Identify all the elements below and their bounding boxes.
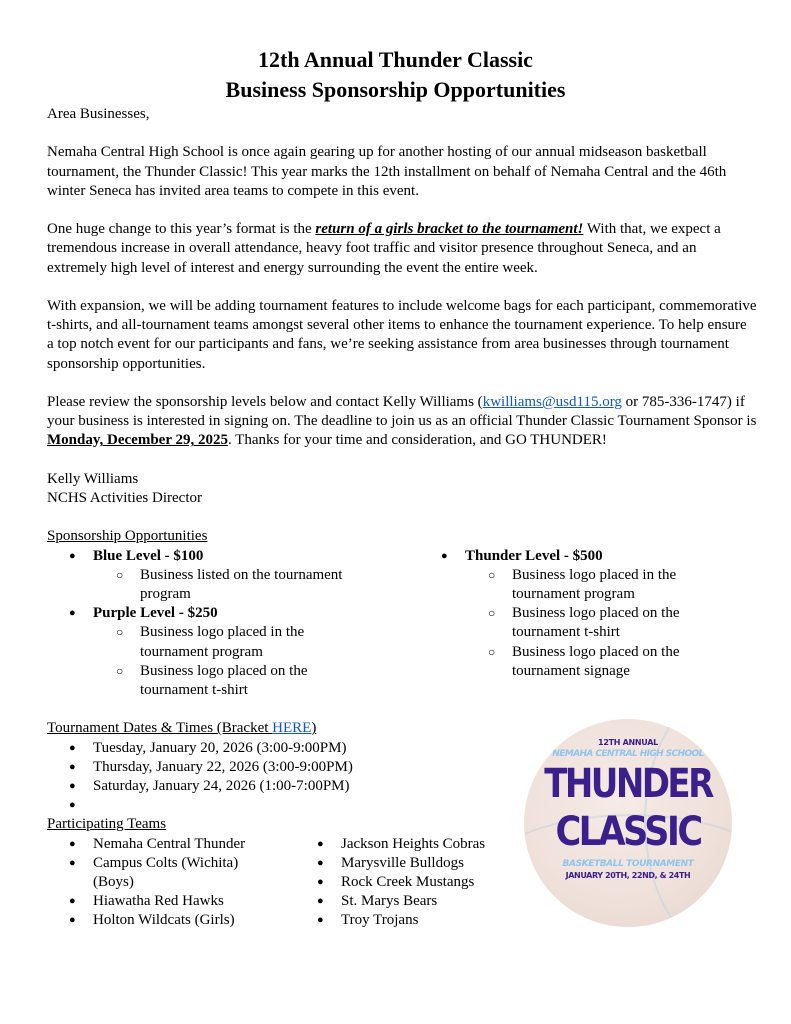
logo-text: 12TH ANNUAL [598, 738, 658, 748]
logo-text: NEMAHA CENTRAL HIGH SCHOOL [552, 749, 704, 760]
teams-list-left [47, 835, 295, 931]
teams-columns [47, 835, 517, 931]
text: Please review the sponsorship levels below and contact Kelly Williams ( [47, 393, 483, 410]
sponsorship-columns [47, 547, 757, 701]
sponsorship-heading: Sponsorship Opportunities [47, 528, 208, 545]
sponsor-benefit: ○ Business logo placed on the tournament t-shirt [47, 662, 330, 700]
team-item: ● Troy Trojans [295, 911, 517, 930]
team-item: ● Rock Creek Mustangs [295, 873, 517, 892]
paragraph-intro: Nemaha Central High School is once again gearing up for another hosting of our annual midseason basketball tournament, the Thunder Classic! This year marks the 12th installment on behalf of Nemaha Central and the 46th winter Seneca has invited area teams to compete in this event. [47, 144, 727, 199]
sponsorship-list-right [419, 547, 749, 681]
teams-heading: Participating Teams [47, 816, 167, 833]
bracket-link[interactable]: HERE [272, 720, 312, 737]
sponsor-benefit: ○ Business logo placed in the tournament program [419, 566, 692, 604]
sponsorship-list-left [47, 547, 419, 701]
logo-title: THUNDER [544, 761, 712, 808]
sponsor-level-blue: ● Blue Level - $100 [47, 547, 419, 566]
logo-text: BASKETBALL TOURNAMENT [562, 859, 694, 870]
logo-title: CLASSIC [555, 809, 701, 856]
sponsor-benefit: ○ Business logo placed on the tournament t-shirt [419, 604, 692, 642]
dates-list [47, 739, 517, 816]
thunder-classic-logo [524, 719, 732, 927]
text: With that, we expect a tremendous increase in overall attendance, heavy foot traffic and visitor presence throughout Seneca, and an extremely high level of interest and energy surrounding the event the entire week. [47, 221, 721, 276]
text: . Thanks for your time and consideration, and GO THUNDER! [227, 432, 607, 449]
emphasis-girls-bracket: return of a girls bracket to the tournament! [315, 221, 584, 238]
sponsor-benefit: ○ Business listed on the tournament program [47, 566, 360, 604]
logo-text: JANUARY 20TH, 22ND, & 24TH [565, 871, 691, 881]
signature-name: Kelly Williams [47, 470, 139, 487]
sponsor-level-thunder: ● Thunder Level - $500 [419, 547, 749, 566]
teams-list-right [295, 835, 517, 931]
text: One huge change to this year’s format is the [47, 221, 316, 238]
team-item: ● Jackson Heights Cobras [295, 835, 517, 854]
lower-section [47, 719, 757, 930]
deadline-date: Monday, December 29, 2025 [47, 432, 228, 449]
date-item: ● Tuesday, January 20, 2026 (3:00-9:00PM) [47, 739, 517, 758]
team-item: ● St. Marys Bears [295, 892, 517, 911]
sponsor-benefit: ○ Business logo placed on the tournament signage [419, 643, 692, 681]
sponsor-benefit: ○ Business logo placed in the tournament program [47, 623, 330, 661]
text: Tournament Dates & Times (Bracket [47, 720, 273, 737]
dates-heading [47, 719, 517, 738]
paragraph-format-change [47, 220, 757, 278]
date-item: ● Saturday, January 24, 2026 (1:00-7:00PM) [47, 777, 517, 796]
title-line-2: Business Sponsorship Opportunities [225, 77, 566, 102]
date-item-empty [47, 796, 517, 815]
team-item: ● Campus Colts (Wichita) (Boys) [47, 854, 243, 892]
signature-role: NCHS Activities Director [47, 489, 202, 506]
paragraph-contact [47, 393, 757, 451]
text: or 785-336-1747) if your business is interested in signing on. The deadline to join us as an official Thunder Classic Tournament Sponsor is [47, 393, 757, 430]
email-link[interactable]: kwilliams@usd115.org [482, 393, 622, 410]
text: ) [311, 720, 317, 737]
team-item: ● Marysville Bulldogs [295, 854, 517, 873]
greeting: Area Businesses, [47, 106, 150, 122]
team-item: ● Nemaha Central Thunder [47, 835, 295, 854]
title-line-1: 12th Annual Thunder Classic [258, 47, 533, 72]
team-item: ● Hiawatha Red Hawks [47, 892, 295, 911]
team-item: ● Holton Wildcats (Girls) [47, 911, 295, 930]
paragraph-expansion: With expansion, we will be adding tournament features to include welcome bags for each participant, commemorative t-shirts, and all-tournament teams amongst several other items to enhance the tournament experience. To help ensure a top notch event for our participants and fans, we’re seeking assistance from area businesses through tournament sponsorship opportunities. [47, 297, 757, 372]
date-item: ● Thursday, January 22, 2026 (3:00-9:00PM) [47, 758, 517, 777]
sponsor-level-purple: ● Purple Level - $250 [47, 604, 419, 623]
